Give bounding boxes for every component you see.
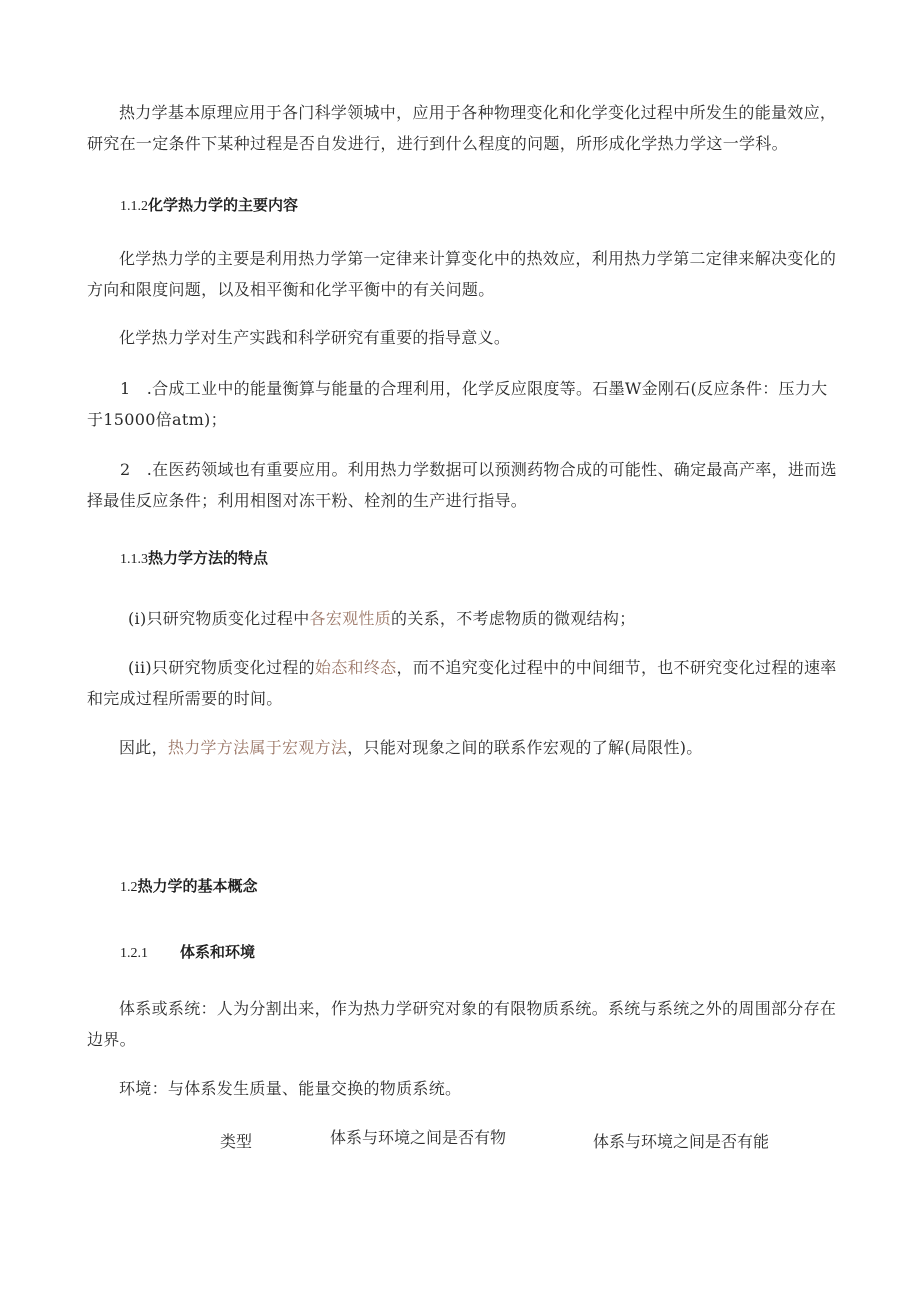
content-paragraph: 化学热力学的主要是利用热力学第一定律来计算变化中的热效应，利用热力学第二定律来解决变化的方向和限度问题，以及相平衡和化学平衡中的有关问题。: [87, 249, 837, 299]
significance-paragraph: 化学热力学对生产实践和科学研究有重要的指导意义。: [119, 328, 511, 347]
intro-paragraph: 热力学基本原理应用于各门科学领城中，应用于各种物理变化和化学变化过程中所发生的能量效应，研究在一定条件下某种过程是否自发进行，进行到什么程度的问题，所形成化学热力学这一学科。: [87, 103, 837, 153]
section-heading-1-1-3: [120, 546, 268, 572]
section-title: 化学热力学的主要内容: [148, 196, 299, 214]
text-run: (ii)只研究物质变化过程的: [128, 658, 315, 677]
environment-definition-paragraph: 环境：与体系发生质量、能量交换的物质系统。: [119, 1079, 462, 1098]
section-title: 体系和环境: [180, 943, 256, 961]
section-heading-1-2: [120, 874, 258, 900]
list-item-2: 2 .在医药领域也有重要应用。利用热力学数据可以预测药物合成的可能性、确定最高产率，进而选择最佳反应条件；利用相图对冻干粉、栓剂的生产进行指导。: [87, 460, 837, 510]
table-header-energy-exchange: 体系与环境之间是否有能: [593, 1132, 770, 1151]
text-run: (i)只研究物质变化过程中: [128, 609, 310, 628]
section-number: 1.2: [120, 880, 138, 895]
system-definition-paragraph: 体系或系统：人为分割出来，作为热力学研究对象的有限物质系统。系统与系统之外的周围部分存在边界。: [87, 999, 837, 1049]
table-header-matter-exchange: 体系与环境之间是否有物: [330, 1128, 507, 1147]
highlighted-term: 始态和终态: [314, 658, 397, 677]
conclusion-paragraph: [87, 732, 837, 763]
section-number: 1.1.3: [120, 552, 148, 567]
highlighted-term: 热力学方法属于宏观方法: [167, 738, 348, 757]
feature-paragraph-i: [87, 603, 837, 634]
section-number: 1.2.1: [120, 946, 148, 961]
table-header-type: 类型: [220, 1132, 253, 1151]
section-heading-1-1-2: [120, 193, 298, 219]
highlighted-term: 各宏观性质: [309, 609, 392, 628]
section-title: 热力学的基本概念: [137, 877, 258, 895]
feature-paragraph-ii: [87, 652, 837, 714]
section-number: 1.1.2: [120, 199, 148, 214]
section-heading-1-2-1: [120, 940, 255, 966]
text-run: ，只能对现象之间的联系作宏观的了解(局限性)。: [347, 738, 703, 757]
text-run: ，而不追究变化过程中的中间细节，也不研究变化过程的速率和完成过程所需要的时间。: [87, 658, 837, 708]
list-item-1: 1 .合成工业中的能量衡算与能量的合理利用，化学反应限度等。石墨W金刚石(反应条件：压力大于15000倍atm)；: [87, 379, 828, 429]
text-run: 的关系，不考虑物质的微观结构；: [391, 609, 636, 628]
section-title: 热力学方法的特点: [148, 549, 269, 567]
text-run: 因此，: [119, 738, 168, 757]
